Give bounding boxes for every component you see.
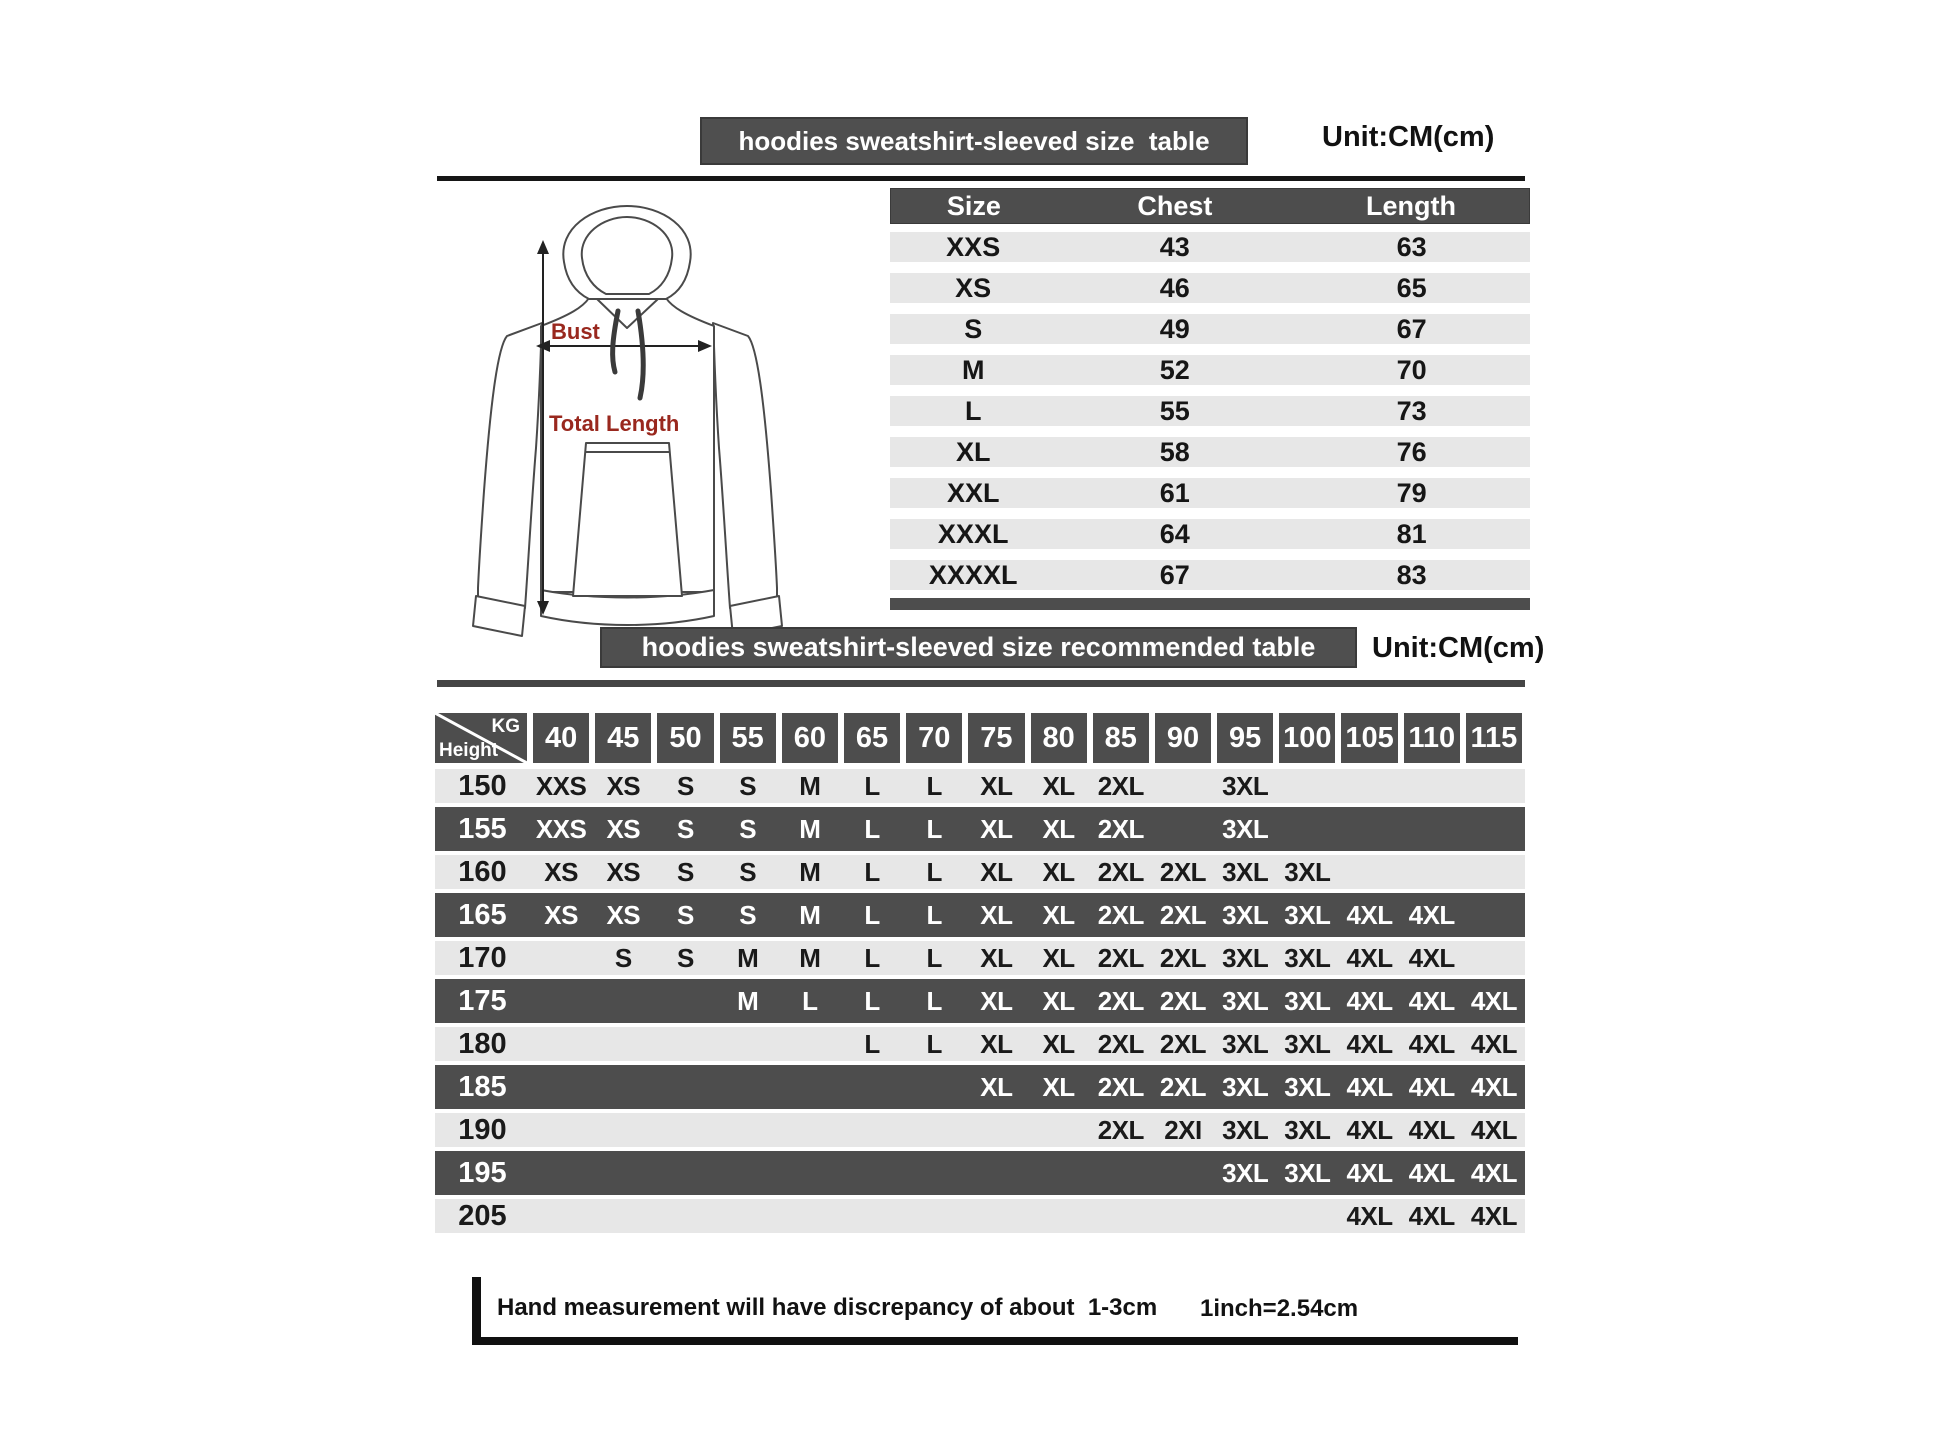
matrix-size-value: XL: [1042, 1071, 1075, 1102]
size-table-row: [890, 478, 1530, 508]
matrix-size-value: 3XL: [1284, 899, 1331, 930]
matrix-size-value: [779, 1151, 841, 1195]
size-table-cell-length: 79: [1396, 477, 1427, 508]
matrix-size-value: XL: [980, 813, 1013, 844]
matrix-size-value: [1276, 1199, 1338, 1233]
matrix-size-value: S: [739, 899, 757, 930]
matrix-size-value: [1463, 807, 1525, 851]
matrix-size-value: 2XL: [1097, 1071, 1144, 1102]
size-table-cell-length: 76: [1396, 436, 1427, 467]
matrix-size-value: [592, 1065, 654, 1109]
matrix-size-value: S: [739, 813, 757, 844]
matrix-size-value: [1463, 941, 1525, 975]
matrix-size-value: L: [926, 899, 942, 930]
matrix-row: [435, 855, 1525, 889]
matrix-size-value: [1090, 1151, 1152, 1195]
total-length-label: Total Length: [549, 411, 680, 436]
height-label: 185: [458, 1070, 507, 1103]
height-label: 205: [458, 1199, 507, 1232]
matrix-size-value: 4XL: [1346, 1157, 1393, 1188]
weight-header-cell: 65: [841, 713, 903, 763]
matrix-size-value: [654, 979, 716, 1023]
hood-inner: [582, 217, 673, 294]
matrix-size-value: M: [799, 942, 821, 973]
matrix-size-value: M: [799, 770, 821, 801]
recommended-table-unit: Unit:CM(cm): [1372, 632, 1545, 664]
weight-header-cell: 95: [1214, 713, 1276, 763]
size-table-cell-chest: 52: [1159, 354, 1190, 385]
matrix-size-value: [903, 1113, 965, 1147]
matrix-size-value: [779, 1113, 841, 1147]
size-table-row: [890, 396, 1530, 426]
matrix-size-value: XS: [544, 856, 578, 887]
matrix-size-value: [654, 1199, 716, 1233]
height-label: 170: [458, 941, 507, 974]
matrix-size-value: [965, 1113, 1027, 1147]
matrix-size-value: [654, 1113, 716, 1147]
matrix-size-value: 4XL: [1346, 1114, 1393, 1145]
weight-header-cell: 55: [717, 713, 779, 763]
bust-label: Bust: [551, 319, 600, 344]
matrix-size-value: 3XL: [1284, 985, 1331, 1016]
matrix-size-value: XL: [1042, 899, 1075, 930]
matrix-size-value: [530, 1199, 592, 1233]
matrix-size-value: L: [864, 985, 880, 1016]
matrix-size-value: XL: [980, 1071, 1013, 1102]
matrix-size-value: 4XL: [1346, 899, 1393, 930]
matrix-size-value: XL: [980, 985, 1013, 1016]
col-header-length: Length: [1365, 190, 1456, 221]
matrix-size-value: 4XL: [1408, 899, 1455, 930]
inch-conversion-note: 1inch=2.54cm: [1200, 1295, 1359, 1322]
matrix-header-row: [435, 713, 1525, 763]
matrix-size-value: L: [864, 942, 880, 973]
weight-header-cell: 80: [1028, 713, 1090, 763]
matrix-size-value: S: [677, 899, 694, 930]
matrix-size-value: L: [926, 856, 942, 887]
matrix-size-value: 3XL: [1284, 942, 1331, 973]
matrix-size-value: 2XL: [1159, 985, 1207, 1016]
matrix-size-value: XL: [980, 856, 1013, 887]
top-divider: [437, 176, 1525, 181]
matrix-size-value: [841, 1151, 903, 1195]
size-table-rows: [890, 232, 1530, 590]
matrix-size-value: 4XL: [1408, 1028, 1455, 1059]
matrix-size-value: XS: [606, 770, 641, 801]
size-table-cell-chest: 67: [1159, 559, 1190, 590]
matrix-size-value: [530, 979, 592, 1023]
matrix-size-value: L: [864, 856, 880, 887]
size-table-cell-chest: 49: [1159, 313, 1190, 344]
height-label: 180: [458, 1027, 507, 1060]
matrix-size-value: M: [799, 856, 821, 887]
matrix-size-value: XL: [1042, 985, 1075, 1016]
matrix-size-value: 4XL: [1470, 1200, 1517, 1231]
size-table-cell-size: XS: [955, 272, 992, 303]
matrix-size-value: 4XL: [1470, 1071, 1517, 1102]
height-label: 155: [458, 812, 507, 845]
recommended-table-title: hoodies sweatshirt-sleeved size recommended table: [600, 627, 1357, 668]
matrix-size-value: L: [864, 813, 880, 844]
height-label: 175: [458, 984, 507, 1017]
size-table-title: hoodies sweatshirt-sleeved size table: [700, 117, 1248, 165]
weight-header-cell: 60: [779, 713, 841, 763]
size-table-cell-size: M: [961, 354, 985, 385]
matrix-size-value: 2XL: [1097, 1114, 1144, 1145]
matrix-size-value: [1028, 1199, 1090, 1233]
matrix-size-value: 3XL: [1284, 1028, 1331, 1059]
matrix-size-value: L: [864, 899, 880, 930]
matrix-size-value: [779, 1065, 841, 1109]
matrix-size-value: [1401, 855, 1463, 889]
matrix-row: [435, 1113, 1525, 1147]
matrix-size-value: 2XL: [1097, 942, 1144, 973]
matrix-size-value: 2XL: [1097, 770, 1144, 801]
matrix-size-value: 3XL: [1222, 899, 1269, 930]
matrix-size-value: S: [677, 770, 694, 801]
matrix-size-value: [1152, 807, 1214, 851]
size-table-cell-size: XL: [955, 436, 991, 467]
matrix-size-value: 2XL: [1097, 1028, 1144, 1059]
matrix-size-value: 4XL: [1346, 942, 1393, 973]
matrix-size-value: [903, 1065, 965, 1109]
matrix-size-value: [841, 1113, 903, 1147]
matrix-size-value: 4XL: [1408, 1157, 1455, 1188]
matrix-size-value: 3XL: [1222, 770, 1269, 801]
height-label: 165: [458, 898, 507, 931]
right-sleeve: [713, 323, 777, 608]
corner-height-label: Height: [439, 740, 499, 761]
matrix-size-value: 3XL: [1222, 1114, 1269, 1145]
measurement-note: Hand measurement will have discrepancy of about 1-3cm: [497, 1294, 1158, 1321]
size-table-cell-length: 65: [1396, 272, 1427, 303]
size-table-row: [890, 232, 1530, 262]
left-sleeve: [478, 323, 542, 608]
size-table-cell-chest: 43: [1159, 231, 1190, 262]
matrix-size-value: M: [737, 942, 759, 973]
hoodie-diagram: [445, 196, 810, 646]
matrix-size-value: L: [802, 985, 818, 1016]
size-table-cell-chest: 61: [1159, 477, 1190, 508]
height-label: 150: [458, 769, 507, 802]
matrix-size-value: [1152, 1151, 1214, 1195]
matrix-size-value: S: [677, 942, 694, 973]
matrix-size-value: 3XL: [1284, 1071, 1331, 1102]
size-table-cell-length: 81: [1396, 518, 1427, 549]
matrix-size-value: 2XL: [1159, 1071, 1207, 1102]
footer-left-bar: [472, 1277, 481, 1343]
matrix-size-value: 4XL: [1408, 942, 1455, 973]
matrix-size-value: XL: [980, 1028, 1013, 1059]
matrix-size-value: [1401, 769, 1463, 803]
kangaroo-pocket: [573, 443, 682, 596]
matrix-size-value: 3XL: [1284, 1114, 1331, 1145]
matrix-corner-cell: [435, 713, 530, 763]
matrix-size-value: XS: [606, 856, 641, 887]
matrix-size-value: [1463, 769, 1525, 803]
size-table-cell-size: XXS: [946, 231, 1001, 262]
matrix-size-value: [1090, 1199, 1152, 1233]
matrix-row: [435, 1065, 1525, 1109]
matrix-size-value: S: [739, 770, 757, 801]
matrix-size-value: [530, 1027, 592, 1061]
matrix-size-value: XL: [1042, 856, 1075, 887]
matrix-size-value: [1276, 769, 1338, 803]
matrix-size-value: 2XL: [1159, 942, 1207, 973]
size-table-row: [890, 273, 1530, 303]
matrix-size-value: L: [864, 1028, 880, 1059]
matrix-size-value: L: [926, 770, 942, 801]
matrix-size-value: XL: [980, 770, 1013, 801]
height-label: 160: [458, 855, 507, 888]
footer-divider: [472, 1337, 1518, 1345]
matrix-size-value: 3XL: [1222, 813, 1269, 844]
matrix-size-value: 3XL: [1222, 942, 1269, 973]
matrix-size-value: 4XL: [1470, 985, 1517, 1016]
matrix-size-value: XL: [980, 899, 1013, 930]
matrix-size-value: [530, 1065, 592, 1109]
matrix-row: [435, 979, 1525, 1023]
height-label: 195: [458, 1156, 507, 1189]
matrix-size-value: [530, 941, 592, 975]
height-label: 190: [458, 1113, 507, 1146]
matrix-size-value: 2XL: [1097, 985, 1144, 1016]
matrix-size-value: [1338, 769, 1400, 803]
size-table-row: [890, 519, 1530, 549]
matrix-size-value: XL: [1042, 813, 1075, 844]
weight-header-cell: 85: [1090, 713, 1152, 763]
matrix-size-value: M: [737, 985, 759, 1016]
weight-header-cell: 45: [592, 713, 654, 763]
matrix-size-value: L: [926, 942, 942, 973]
matrix-size-value: XS: [606, 813, 641, 844]
matrix-size-value: L: [926, 813, 942, 844]
matrix-size-value: L: [864, 770, 880, 801]
weight-header-cell: 75: [965, 713, 1027, 763]
matrix-size-value: 3XL: [1222, 856, 1269, 887]
size-table-row: [890, 314, 1530, 344]
matrix-size-value: [717, 1027, 779, 1061]
matrix-size-value: 2XL: [1159, 899, 1207, 930]
size-table-cell-length: 70: [1396, 354, 1427, 385]
weight-header-cell: 115: [1463, 713, 1525, 763]
matrix-size-value: [592, 1151, 654, 1195]
matrix-size-value: [654, 1151, 716, 1195]
matrix-size-value: 4XL: [1470, 1028, 1517, 1059]
size-table-cell-chest: 58: [1159, 436, 1190, 467]
matrix-size-value: 2XL: [1097, 813, 1144, 844]
size-table-cell-size: XXL: [946, 477, 1000, 508]
matrix-size-value: [779, 1199, 841, 1233]
middle-divider: [437, 680, 1525, 687]
matrix-size-value: [965, 1151, 1027, 1195]
matrix-size-value: [717, 1199, 779, 1233]
matrix-row: [435, 1199, 1525, 1233]
weight-header-cell: 100: [1276, 713, 1338, 763]
size-table-cell-length: 83: [1396, 559, 1427, 590]
matrix-row: [435, 807, 1525, 851]
matrix-size-value: XL: [1042, 1028, 1075, 1059]
weight-header-cell: 70: [903, 713, 965, 763]
matrix-size-value: [1028, 1151, 1090, 1195]
matrix-size-value: [592, 1113, 654, 1147]
matrix-size-value: [592, 979, 654, 1023]
matrix-size-value: XS: [544, 899, 578, 930]
size-table-cell-size: XXXXL: [928, 559, 1018, 590]
size-table-cell-chest: 55: [1159, 395, 1190, 426]
matrix-size-value: 2XL: [1159, 856, 1207, 887]
matrix-size-value: S: [614, 942, 632, 973]
matrix-size-value: [1338, 807, 1400, 851]
matrix-size-value: XS: [606, 899, 641, 930]
matrix-size-value: [717, 1151, 779, 1195]
matrix-size-value: [654, 1065, 716, 1109]
matrix-size-value: [841, 1065, 903, 1109]
weight-header-cell: 50: [654, 713, 716, 763]
matrix-size-value: XL: [1042, 770, 1075, 801]
matrix-size-value: [965, 1199, 1027, 1233]
col-header-chest: Chest: [1137, 190, 1213, 221]
matrix-size-value: [1276, 807, 1338, 851]
size-table-unit: Unit:CM(cm): [1322, 121, 1495, 153]
weight-header-cell: 90: [1152, 713, 1214, 763]
matrix-size-value: [903, 1151, 965, 1195]
matrix-size-value: XXS: [535, 770, 587, 801]
size-table-cell-size: S: [964, 313, 983, 344]
size-table-cell-length: 63: [1396, 231, 1427, 262]
matrix-size-value: L: [926, 1028, 942, 1059]
matrix-size-value: [1028, 1113, 1090, 1147]
matrix-size-value: S: [739, 856, 757, 887]
matrix-size-value: [717, 1113, 779, 1147]
size-table-row: [890, 437, 1530, 467]
matrix-size-value: XXS: [535, 813, 587, 844]
size-table-header: [890, 188, 1530, 224]
size-table-footer-bar: [890, 598, 1530, 610]
matrix-size-value: 3XL: [1222, 1071, 1269, 1102]
matrix-size-value: 4XL: [1346, 1028, 1393, 1059]
size-table-cell-length: 67: [1396, 313, 1427, 344]
matrix-size-value: [841, 1199, 903, 1233]
matrix-size-value: [1463, 893, 1525, 937]
weight-header-cell: 110: [1401, 713, 1463, 763]
matrix-size-value: [717, 1065, 779, 1109]
matrix-row: [435, 941, 1525, 975]
size-table-cell-chest: 46: [1159, 272, 1190, 303]
weight-header-cell: 40: [530, 713, 592, 763]
matrix-size-value: M: [799, 813, 821, 844]
matrix-size-value: 4XL: [1346, 1071, 1393, 1102]
matrix-size-value: 4XL: [1408, 1071, 1455, 1102]
matrix-size-value: XL: [1042, 942, 1075, 973]
matrix-size-value: 3XL: [1284, 856, 1331, 887]
matrix-row: [435, 893, 1525, 937]
matrix-size-value: 4XL: [1408, 1200, 1455, 1231]
size-table-row: [890, 560, 1530, 590]
size-table-row: [890, 355, 1530, 385]
matrix-size-value: 4XL: [1408, 985, 1455, 1016]
matrix-rows: [435, 769, 1525, 1233]
matrix-size-value: [1152, 769, 1214, 803]
size-table-cell-length: 73: [1396, 395, 1427, 426]
matrix-size-value: 3XL: [1222, 1028, 1269, 1059]
size-table-cell-size: L: [964, 395, 982, 426]
size-table: [890, 188, 1530, 610]
matrix-size-value: 2XL: [1097, 856, 1144, 887]
matrix-size-value: XL: [980, 942, 1013, 973]
matrix-size-value: S: [677, 856, 694, 887]
matrix-size-value: 2XI: [1164, 1114, 1202, 1145]
matrix-size-value: [592, 1027, 654, 1061]
weight-header-cell: 105: [1338, 713, 1400, 763]
matrix-size-value: [779, 1027, 841, 1061]
matrix-size-value: [1463, 855, 1525, 889]
matrix-size-value: 2XL: [1159, 1028, 1207, 1059]
corner-kg-label: KG: [491, 716, 520, 737]
col-header-size: Size: [946, 190, 1001, 221]
matrix-size-value: [903, 1199, 965, 1233]
matrix-size-value: [530, 1151, 592, 1195]
matrix-size-value: [530, 1113, 592, 1147]
recommendation-matrix: [435, 713, 1525, 1233]
matrix-size-value: [654, 1027, 716, 1061]
matrix-size-value: 3XL: [1222, 1157, 1269, 1188]
matrix-size-value: 4XL: [1470, 1114, 1517, 1145]
matrix-size-value: S: [677, 813, 694, 844]
size-table-cell-size: XXXL: [937, 518, 1009, 549]
matrix-size-value: 4XL: [1346, 985, 1393, 1016]
matrix-size-value: [1152, 1199, 1214, 1233]
matrix-row: [435, 769, 1525, 803]
matrix-row: [435, 1151, 1525, 1195]
matrix-size-value: 2XL: [1097, 899, 1144, 930]
matrix-row: [435, 1027, 1525, 1061]
matrix-size-value: L: [926, 985, 942, 1016]
matrix-size-value: 4XL: [1470, 1157, 1517, 1188]
matrix-size-value: [1401, 807, 1463, 851]
matrix-size-value: 3XL: [1284, 1157, 1331, 1188]
matrix-size-value: 4XL: [1408, 1114, 1455, 1145]
matrix-size-value: M: [799, 899, 821, 930]
matrix-size-value: [592, 1199, 654, 1233]
matrix-size-value: [1338, 855, 1400, 889]
matrix-size-value: 3XL: [1222, 985, 1269, 1016]
size-table-cell-chest: 64: [1159, 518, 1190, 549]
matrix-size-value: [1214, 1199, 1276, 1233]
matrix-size-value: 4XL: [1346, 1200, 1393, 1231]
